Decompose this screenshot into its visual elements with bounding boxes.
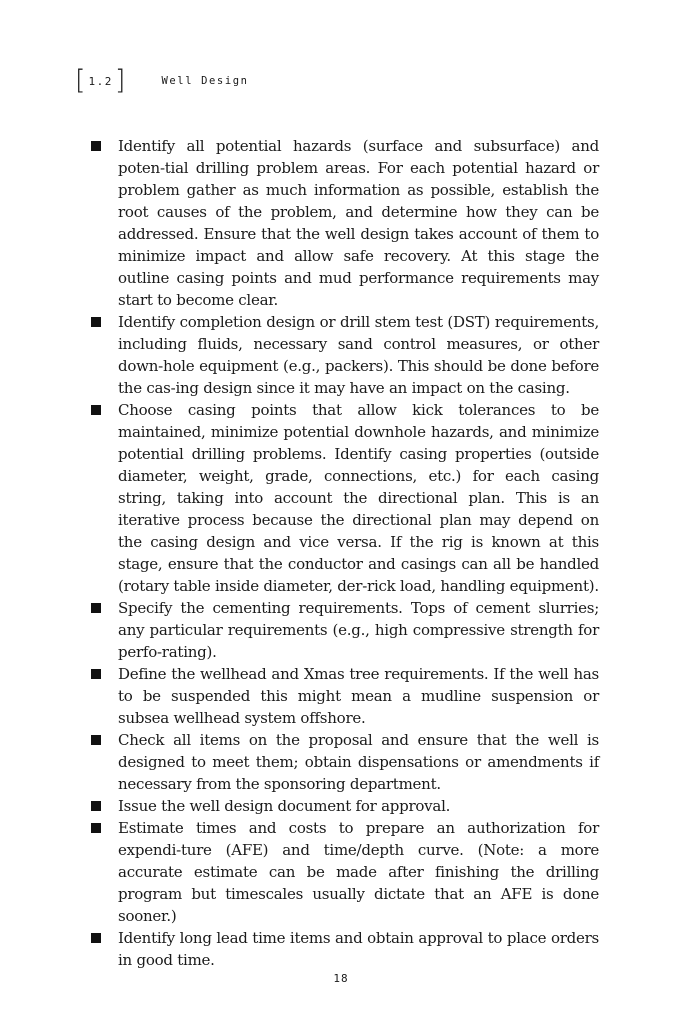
list-item-text: Choose casing points that allow kick tolerances to be maintained, minimize potential downhole hazards, and minimize potential drilling problems. Identify casing properties (outside diameter, weight, grade, connections, etc.) for each casing string, taking into account the directional plan. This is an iterative process because the directional plan may depend on the casing design and vice versa. If the rig is known at this stage, ensure that the conductor and casings can all be handled (rotary table inside diameter, der-rick load, handling equipment). — [118, 401, 599, 595]
list-item — [91, 729, 599, 795]
section-bracket-open: [ — [75, 64, 86, 96]
list-item-text: Estimate times and costs to prepare an authorization for expendi-ture (AFE) and time/depth curve. (Note: a more accurate estimate can be made after finishing the drilling program but timescales usually dictate that an AFE is done sooner.) — [118, 819, 599, 925]
square-bullet-icon — [91, 933, 101, 943]
section-number: 1.2 — [88, 74, 113, 88]
square-bullet-icon — [91, 735, 101, 745]
list-item-text: Identify all potential hazards (surface and subsurface) and poten-tial drilling problem areas. For each potential hazard or problem gather as much information as possible, establish the root causes of the problem, and determine how they can be addressed. Ensure that the well design takes account of them to minimize impact and allow safe recovery. At this stage the outline casing points and mud performance requirements may start to become clear. — [118, 137, 599, 309]
section-bracket-close: ] — [114, 64, 126, 96]
page-number: 18 — [333, 972, 349, 985]
list-item-text: Define the wellhead and Xmas tree requirements. If the well has to be suspended this might mean a mudline suspension or subsea wellhead system offshore. — [118, 665, 599, 727]
list-item — [91, 311, 599, 399]
list-item — [91, 927, 599, 971]
square-bullet-icon — [91, 669, 101, 679]
square-bullet-icon — [91, 317, 101, 327]
square-bullet-icon — [91, 405, 101, 415]
list-item — [91, 135, 599, 311]
chapter-title: Well Design — [161, 75, 249, 87]
list-item-text: Issue the well design document for approval. — [118, 797, 451, 815]
square-bullet-icon — [91, 801, 101, 811]
square-bullet-icon — [91, 823, 101, 833]
square-bullet-icon — [91, 603, 101, 613]
list-item — [91, 399, 599, 597]
list-item-text: Identify long lead time items and obtain approval to place orders in good time. — [118, 929, 599, 969]
bullet-list — [91, 135, 599, 971]
list-item — [91, 597, 599, 663]
list-item-text: Specify the cementing requirements. Tops of cement slurries; any particular requirements (e.g., high compressive strength for perfo-rating). — [118, 599, 599, 661]
list-item-text: Check all items on the proposal and ensure that the well is designed to meet them; obtain dispensations or amendments if necessary from the sponsoring department. — [118, 731, 599, 793]
running-head — [75, 66, 249, 96]
list-item — [91, 663, 599, 729]
square-bullet-icon — [91, 141, 101, 151]
list-item-text: Identify completion design or drill stem test (DST) requirements, including fluids, necessary sand control measures, or other down-hole equipment (e.g., packers). This should be done before the cas-ing design since it may have an impact on the casing. — [118, 313, 599, 397]
list-item — [91, 817, 599, 927]
list-item — [91, 795, 599, 817]
